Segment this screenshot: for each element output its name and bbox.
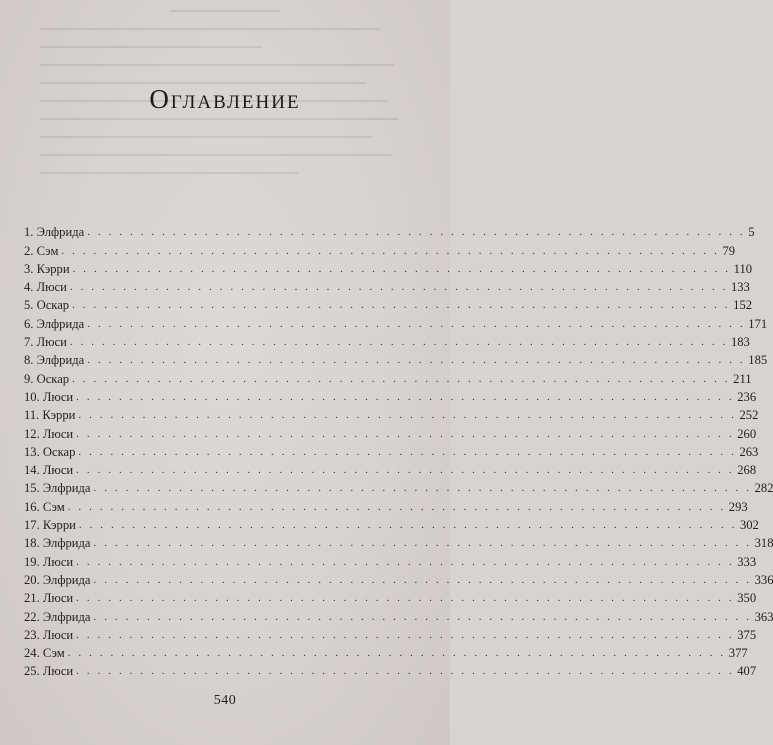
page-title: Оглавление [149, 84, 301, 114]
toc-entry-page: 260 [737, 426, 757, 441]
toc-entry [24, 551, 757, 569]
toc-entry [24, 259, 753, 277]
toc-entry-page: 336 [754, 572, 773, 587]
toc-entry-title: 5. Оскар [24, 298, 70, 313]
toc-entry-page: 171 [748, 316, 768, 331]
dot-leader: . . . . . . . . . . . . . . . . . . . . . . . . . . . . . . . . . . . . . . . . . . . . . . . . . . . . . . . . . . . . . . [93, 610, 752, 623]
toc-entry-page: 211 [733, 371, 752, 386]
dot-leader: . . . . . . . . . . . . . . . . . . . . . . . . . . . . . . . . . . . . . . . . . . . . . . . . . . . . . . . . . . . . . . [93, 573, 752, 586]
dot-leader: . . . . . . . . . . . . . . . . . . . . . . . . . . . . . . . . . . . . . . . . . . . . . . . . . . . . . . . . . . . . . . [72, 299, 731, 312]
toc-entry [24, 661, 757, 679]
toc-entry-title: 23. Люси [24, 627, 74, 642]
dot-leader: . . . . . . . . . . . . . . . . . . . . . . . . . . . . . . . . . . . . . . . . . . . . . . . . . . . . . . . . . . . . . . [76, 390, 735, 403]
toc-entry-title: 21. Люси [24, 591, 74, 606]
dot-leader: . . . . . . . . . . . . . . . . . . . . . . . . . . . . . . . . . . . . . . . . . . . . . . . . . . . . . . . . . . . . . . [87, 226, 746, 239]
toc-entry-title: 12. Люси [24, 426, 74, 441]
toc-entry-title: 13. Оскар [24, 444, 76, 459]
toc-entry-page: 333 [737, 554, 757, 569]
dot-leader: . . . . . . . . . . . . . . . . . . . . . . . . . . . . . . . . . . . . . . . . . . . . . . . . . . . . . . . . . . . . . . [93, 537, 752, 550]
toc-entry [24, 222, 755, 240]
bleed-through-text [40, 10, 410, 230]
toc-entry-title: 15. Элфрида [24, 481, 91, 496]
toc-entry [24, 625, 757, 643]
dot-leader: . . . . . . . . . . . . . . . . . . . . . . . . . . . . . . . . . . . . . . . . . . . . . . . . . . . . . . . . . . . . . . [69, 336, 728, 349]
toc-entry-page: 185 [748, 353, 768, 368]
toc-entry-title: 7. Люси [24, 335, 67, 350]
dot-leader: . . . . . . . . . . . . . . . . . . . . . . . . . . . . . . . . . . . . . . . . . . . . . . . . . . . . . . . . . . . . . . [76, 555, 735, 568]
toc-entry-page: 375 [737, 627, 757, 642]
toc-entry [24, 405, 759, 423]
dot-leader: . . . . . . . . . . . . . . . . . . . . . . . . . . . . . . . . . . . . . . . . . . . . . . . . . . . . . . . . . . . . . . [76, 427, 735, 440]
toc-entry-page: 133 [730, 280, 750, 295]
toc-entry-page: 5 [748, 225, 755, 240]
dot-leader: . . . . . . . . . . . . . . . . . . . . . . . . . . . . . . . . . . . . . . . . . . . . . . . . . . . . . . . . . . . . . . [76, 592, 735, 605]
toc-entry-title: 14. Люси [24, 463, 74, 478]
dot-leader: . . . . . . . . . . . . . . . . . . . . . . . . . . . . . . . . . . . . . . . . . . . . . . . . . . . . . . . . . . . . . . [78, 445, 737, 458]
toc-entry [24, 313, 768, 331]
toc-entry-title: 1. Элфрида [24, 225, 85, 240]
toc-entry-page: 377 [728, 646, 748, 661]
toc-entry-page: 302 [739, 518, 759, 533]
dot-leader: . . . . . . . . . . . . . . . . . . . . . . . . . . . . . . . . . . . . . . . . . . . . . . . . . . . . . . . . . . . . . . [67, 647, 726, 660]
dot-leader: . . . . . . . . . . . . . . . . . . . . . . . . . . . . . . . . . . . . . . . . . . . . . . . . . . . . . . . . . . . . . . [93, 482, 752, 495]
toc-entry-page: 110 [733, 261, 753, 276]
toc-entry-title: 25. Люси [24, 664, 74, 679]
toc-entry-title: 17. Кэрри [24, 518, 76, 533]
toc-entry [24, 368, 752, 386]
toc-entry-page: 236 [737, 389, 757, 404]
toc-entry [24, 423, 757, 441]
toc-entry [24, 350, 768, 368]
toc-entry-title: 4. Люси [24, 280, 67, 295]
dot-leader: . . . . . . . . . . . . . . . . . . . . . . . . . . . . . . . . . . . . . . . . . . . . . . . . . . . . . . . . . . . . . . [67, 500, 726, 513]
toc-entry [24, 643, 748, 661]
toc-entry-page: 293 [728, 499, 748, 514]
toc-entry [24, 496, 748, 514]
toc-entry-title: 24. Сэм [24, 646, 65, 661]
dot-leader: . . . . . . . . . . . . . . . . . . . . . . . . . . . . . . . . . . . . . . . . . . . . . . . . . . . . . . . . . . . . . . [69, 281, 728, 294]
dot-leader: . . . . . . . . . . . . . . . . . . . . . . . . . . . . . . . . . . . . . . . . . . . . . . . . . . . . . . . . . . . . . . [61, 244, 720, 257]
toc-entry-page: 252 [739, 408, 759, 423]
dot-leader: . . . . . . . . . . . . . . . . . . . . . . . . . . . . . . . . . . . . . . . . . . . . . . . . . . . . . . . . . . . . . . [78, 409, 737, 422]
toc-entry-page: 183 [730, 335, 750, 350]
dot-leader: . . . . . . . . . . . . . . . . . . . . . . . . . . . . . . . . . . . . . . . . . . . . . . . . . . . . . . . . . . . . . . [87, 317, 746, 330]
toc-entry [24, 533, 773, 551]
dot-leader: . . . . . . . . . . . . . . . . . . . . . . . . . . . . . . . . . . . . . . . . . . . . . . . . . . . . . . . . . . . . . . [72, 372, 731, 385]
toc-entry-page: 282 [754, 481, 773, 496]
toc-entry-title: 3. Кэрри [24, 261, 70, 276]
toc-entry [24, 442, 759, 460]
toc-entry-page: 363 [754, 609, 773, 624]
dot-leader: . . . . . . . . . . . . . . . . . . . . . . . . . . . . . . . . . . . . . . . . . . . . . . . . . . . . . . . . . . . . . . [78, 519, 737, 532]
toc-entry [24, 515, 759, 533]
toc-entry-title: 11. Кэрри [24, 408, 76, 423]
toc-entry [24, 588, 757, 606]
toc-entry [24, 570, 773, 588]
toc-entry-page: 79 [722, 243, 736, 258]
toc-entry-page: 152 [733, 298, 753, 313]
toc-entry-title: 10. Люси [24, 389, 74, 404]
dot-leader: . . . . . . . . . . . . . . . . . . . . . . . . . . . . . . . . . . . . . . . . . . . . . . . . . . . . . . . . . . . . . . [72, 262, 731, 275]
toc-entry-title: 2. Сэм [24, 243, 59, 258]
dot-leader: . . . . . . . . . . . . . . . . . . . . . . . . . . . . . . . . . . . . . . . . . . . . . . . . . . . . . . . . . . . . . . [76, 464, 735, 477]
toc-entry-title: 20. Элфрида [24, 572, 91, 587]
dot-leader: . . . . . . . . . . . . . . . . . . . . . . . . . . . . . . . . . . . . . . . . . . . . . . . . . . . . . . . . . . . . . . [76, 665, 735, 678]
toc-entry-page: 263 [739, 444, 759, 459]
toc-entry-title: 19. Люси [24, 554, 74, 569]
toc-entry-page: 407 [737, 664, 757, 679]
page-number: 540 [213, 693, 237, 708]
toc-entry-title: 22. Элфрида [24, 609, 91, 624]
toc-entry-title: 8. Элфрида [24, 353, 85, 368]
toc-entry-page: 268 [737, 463, 757, 478]
toc-entry-title: 16. Сэм [24, 499, 65, 514]
toc-entry [24, 460, 757, 478]
dot-leader: . . . . . . . . . . . . . . . . . . . . . . . . . . . . . . . . . . . . . . . . . . . . . . . . . . . . . . . . . . . . . . [76, 628, 735, 641]
toc-entry [24, 478, 773, 496]
toc-entry-page: 318 [754, 536, 773, 551]
toc-entry [24, 606, 773, 624]
toc-entry-title: 18. Элфрида [24, 536, 91, 551]
toc-entry [24, 295, 753, 313]
toc-entry [24, 240, 736, 258]
toc-entry-title: 6. Элфрида [24, 316, 85, 331]
toc-entry-page: 350 [737, 591, 757, 606]
table-of-contents [24, 222, 773, 679]
toc-entry [24, 387, 757, 405]
dot-leader: . . . . . . . . . . . . . . . . . . . . . . . . . . . . . . . . . . . . . . . . . . . . . . . . . . . . . . . . . . . . . . [87, 354, 746, 367]
toc-entry [24, 277, 750, 295]
toc-entry-title: 9. Оскар [24, 371, 70, 386]
toc-entry [24, 332, 750, 350]
